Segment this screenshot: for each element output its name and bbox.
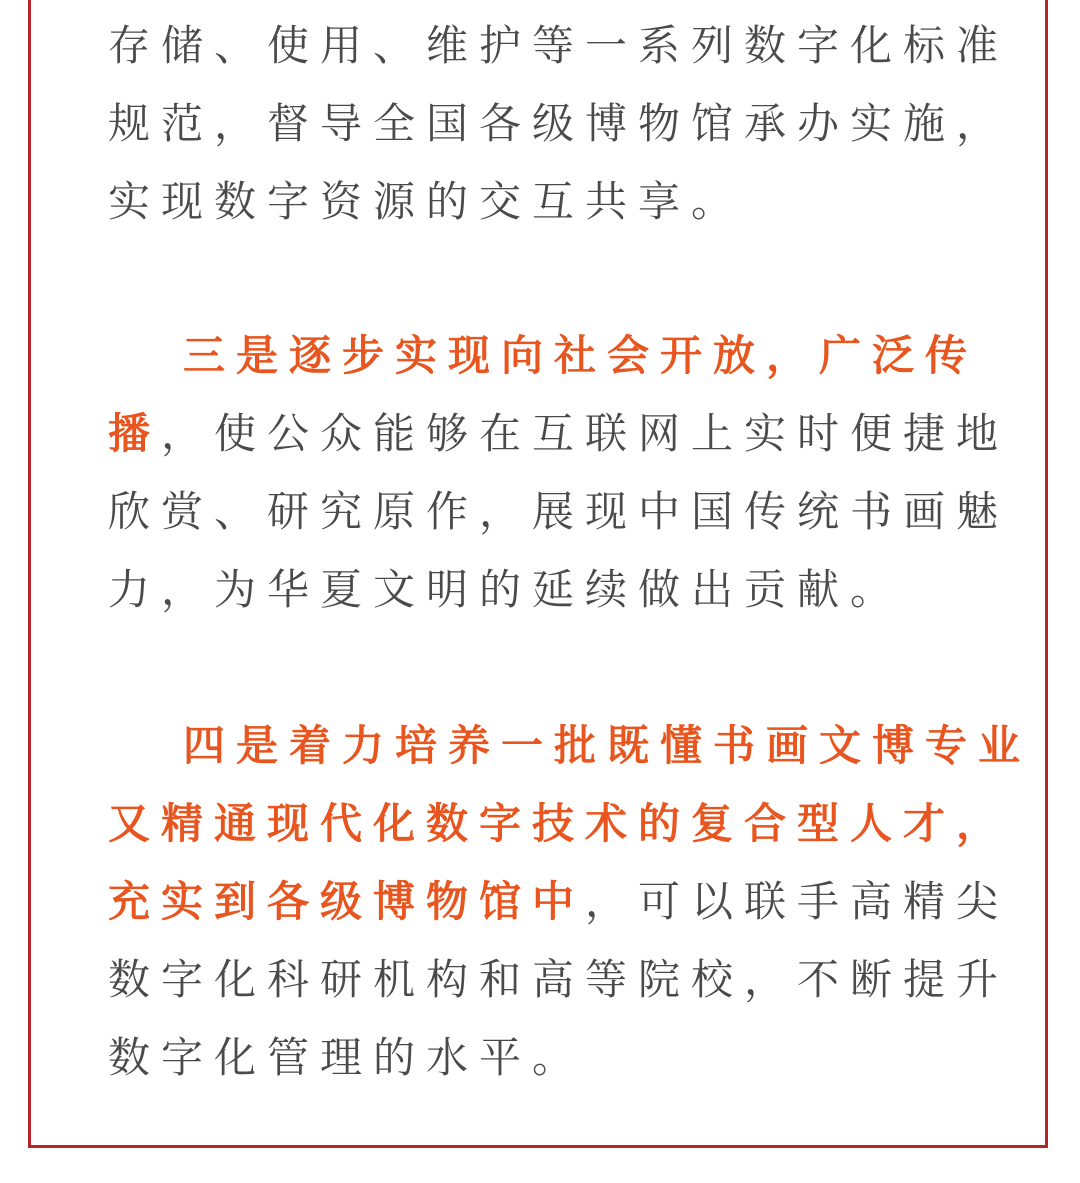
paragraph-line: 规范，督导全国各级博物馆承办实施， [108, 99, 1010, 148]
paragraph-line: 欣赏、研究原作，展现中国传统书画魅 [108, 487, 1010, 536]
paragraph-line [108, 395, 1010, 473]
body-text: ，使公众能够在互联网上实时便捷地 [161, 409, 1010, 458]
paragraph-line: 力，为华夏文明的延续做出贡献。 [108, 565, 904, 614]
paragraph-line: 实现数字资源的交互共享。 [108, 177, 745, 226]
paragraph-line: 数字化管理的水平。 [108, 1033, 586, 1082]
paragraph-line [108, 707, 1032, 785]
highlight-text: 充实到各级博物馆中 [108, 877, 586, 926]
body-text: ，可以联手高精尖 [585, 877, 1010, 926]
paragraph-line [108, 863, 1010, 941]
highlight-text: 又精通现代化数字技术的复合型人才， [108, 799, 1010, 848]
paragraph-line: 数字化科研机构和高等院校，不断提升 [108, 955, 1010, 1004]
highlight-text: 四是着力培养一批既懂书画文博专业 [183, 721, 1032, 770]
highlight-text: 三是逐步实现向社会开放，广泛传 [183, 331, 979, 380]
paragraph-line [108, 317, 979, 395]
highlight-text: 播 [108, 409, 162, 458]
paragraph-digital-standards [108, 7, 1010, 241]
paragraph-talent-training [108, 707, 1032, 1097]
paragraph-open-to-public [108, 317, 1010, 629]
paragraph-line: 存储、使用、维护等一系列数字化标准 [108, 21, 1010, 70]
paragraph-line [108, 785, 1010, 863]
